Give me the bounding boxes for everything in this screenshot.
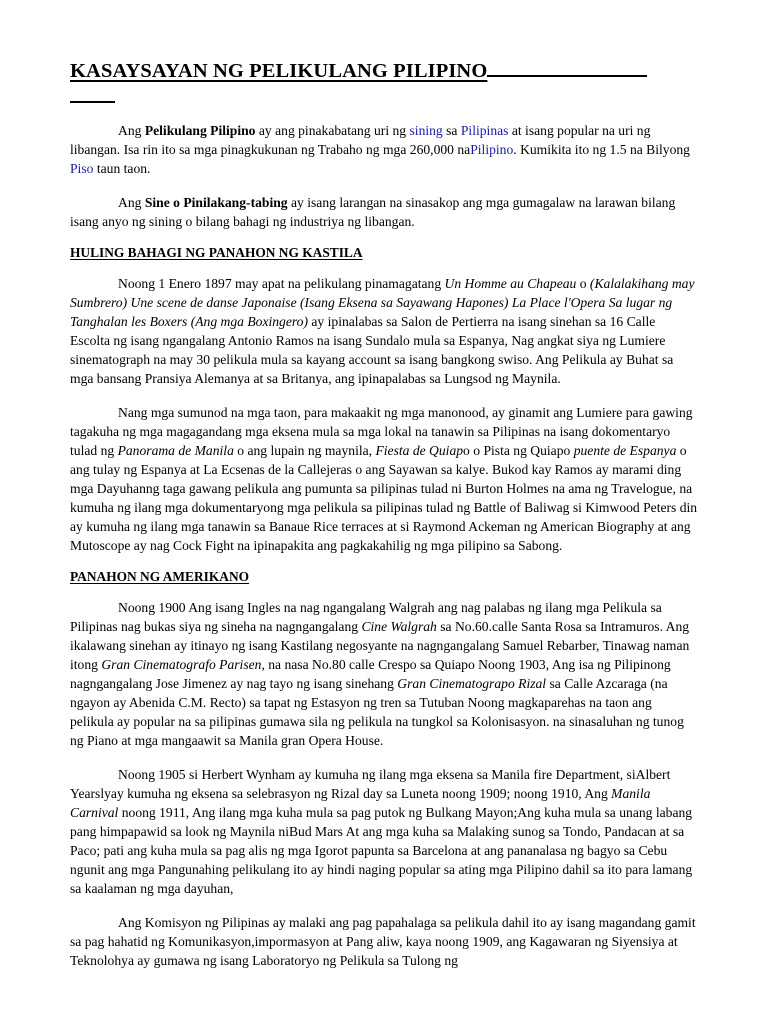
link-sining[interactable]: sining — [409, 123, 443, 138]
kastila-paragraph-2: Nang mga sumunod na mga taon, para makaakit ng mga manonood, ay ginamit ang Lumiere para gawing tagakuha ng mga magagandang mga eksena mula sa mga lokal na tanawin sa Pilipinas na isang dokomentaryo tulad ng Panorama de Manila o ang lupain ng maynila, Fiesta de Quiapo o Pista ng Quiapo puente de Espanya o ang tulay ng Espanya at La Ecsenas de la Callejeras o ang Sayawan sa kalye. Bukod kay Ramos ay marami ding mga Dayuhanng taga gawang pelikula ang pumunta sa pilipinas tulad ni Burton Holmes na ama ng Travelogue, na kumuha ng ilang mga dokumentaryong mga pelikula sa pilipinas tulad ng Battle of Baliwag si Kimwood Peters din ay kumuha ng ilang mga tanawin sa Banaue Rice terraces at si Raymond Ackeman ng American Biography at ang Mutoscope ay nag Cock Fight na ipinapakita ang pagkakahilig ng mga pilipino sa Sabong. — [70, 405, 698, 553]
document-title: KASAYSAYAN NG PELIKULANG PILIPINO — [70, 58, 698, 84]
link-pilipinas[interactable]: Pilipinas — [460, 123, 509, 138]
link-piso[interactable]: Piso — [70, 161, 94, 176]
title-underline-extension — [487, 58, 647, 77]
intro-paragraph-2: Ang Sine o Pinilakang-tabing ay isang larangan na sinasakop ang mga gumagalaw na larawan bilang isang anyo ng sining o bilang bahagi ng industriya ng libangan. — [70, 195, 676, 229]
amerikano-paragraph-3: Ang Komisyon ng Pilipinas ay malaki ang pag papahalaga sa pelikula dahil ito ay isang magandang gamit sa pag hahatid ng Komunikasyon,impormasyon at Pang aliw, kaya noong 1909, ang Kagawaran ng Siyensiya at Teknolohya ay gumawa ng isang Laboratoryo ng Pelikula sa Tulong ng — [70, 915, 696, 968]
amerikano-paragraph-2: Noong 1905 si Herbert Wynham ay kumuha ng ilang mga eksena sa Manila fire Department, siAlbert Yearslyay kumuha ng eksena sa selebrasyon ng Rizal day sa Luneta noong 1909; noong 1910, Ang Manila Carnival noong 1911, Ang ilang mga kuha mula sa pag putok ng Bulkang Mayon;Ang kuha mula sa unang labang pang himpapawid sa look ng Maynila niBud Mars At ang mga kuha sa Malaking sunog sa Tondo, Pandacan at sa Paco; pati ang kuha mula sa pag alis ng mga Igorot papunta sa Barcelona at ang pananalasa ng bagyo sa Cebu ngunit ang mga Pangunahing pelikulang ito ay hindi naging popular sa ating mga Pilipino dahil sa ito para lamang sa kaalaman ng mga dayuhan, — [70, 767, 693, 896]
kastila-paragraph-1: Noong 1 Enero 1897 may apat na pelikulang pinamagatang Un Homme au Chapeau o (Kalalakihang may Sumbrero) Une scene de danse Japonaise (Isang Eksena sa Sayawang Hapones) La Place l'Opera Sa lugar ng Tanghalan les Boxers (Ang mga Boxingero) ay ipinalabas sa Salon de Pertierra na isang sinehan sa 16 Calle Escolta ng isang ngangalang Antonio Ramos na isang Sundalo mula sa Espanya, Nag angkat siya ng Lumiere sinematograph na may 30 pelikula mula sa kayang account sa isang bangkong swiso. Ang Pelikula ay Buhat sa mga bansang Pransiya Alemanya at sa Britanya, ang ipinapalabas sa Lungsod ng Maynila. — [70, 276, 695, 386]
title-underline-wrap — [70, 90, 115, 103]
section-heading-kastila: HULING BAHAGI NG PANAHON NG KASTILA — [70, 245, 363, 260]
section-heading-amerikano: PANAHON NG AMERIKANO — [70, 569, 250, 584]
document-page — [70, 58, 698, 970]
amerikano-paragraph-1: Noong 1900 Ang isang Ingles na nag ngangalang Walgrah ang nag palabas ng ilang mga Pelikula sa Pilipinas nag bukas siya ng sineha na nagngangalang Cine Walgrah sa No.60.calle Santa Rosa sa Intramuros. Ang ikalawang sinehan ay itinayo ng isang Kastilang negosyante na nagngangalang Samuel Rebarber, Tinawag naman itong Gran Cinematografo Parisen, na nasa No.80 calle Crespo sa Quiapo Noong 1903, Ang isa ng Pilipinong nagngangalang Jose Jimenez ay nag tayo ng isang sinehang Gran Cinematograpo Rizal sa Calle Azcaraga (na ngayon ay Abenida C.M. Recto) sa tapat ng Estasyon ng tren sa Tutuban Noong magkaparehas na taon ang pelikula ay popular na sa pilipinas gumawa sila ng pelikula na tungkol sa Kolonisasyon. na sinasaluhan ng tunog ng Piano at mga mangaawit sa Manila gran Opera House. — [70, 600, 690, 748]
intro-paragraph-1: Ang Pelikulang Pilipino ay ang pinakabatang uri ng sining sa Pilipinas at isang popular na uri ng libangan. Isa rin ito sa mga pinagkukunan ng Trabaho ng mga 260,000 naPilipino. Kumikita ito ng 1.5 na Bilyong Piso taun taon. — [70, 123, 690, 176]
link-pilipino[interactable]: Pilipino — [470, 142, 514, 157]
